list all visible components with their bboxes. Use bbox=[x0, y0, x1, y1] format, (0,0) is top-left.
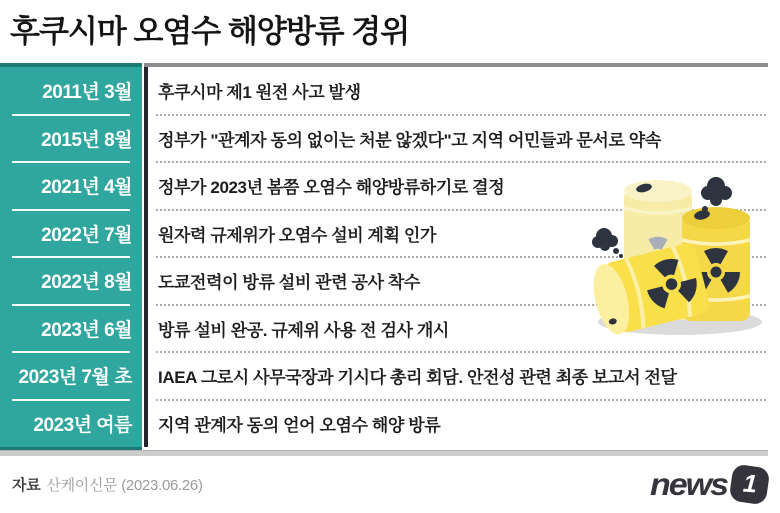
source-credit bbox=[12, 474, 203, 495]
timeline-event: 정부가 2023년 봄쯤 오염수 해양방류하기로 결정 bbox=[144, 162, 768, 210]
timeline-event: 후쿠시마 제1 원전 사고 발생 bbox=[144, 67, 768, 115]
news1-logo bbox=[650, 466, 768, 503]
radioactive-barrels-illustration bbox=[586, 160, 778, 356]
smoke-puff-icon bbox=[592, 228, 623, 258]
timeline-date: 2023년 6월 bbox=[0, 305, 142, 353]
timeline-date: 2023년 여름 bbox=[0, 400, 142, 448]
timeline-date: 2022년 7월 bbox=[0, 210, 142, 258]
timeline-row bbox=[0, 352, 768, 400]
news1-logo-text: news bbox=[649, 467, 727, 502]
timeline-date: 2022년 8월 bbox=[0, 257, 142, 305]
timeline-event: 원자력 규제위가 오염수 설비 계획 인가 bbox=[144, 210, 768, 258]
source-label: 자료 bbox=[12, 477, 41, 494]
timeline-event: 정부가 "관계자 동의 없이는 처분 않겠다"고 지역 어민들과 문서로 약속 bbox=[144, 115, 768, 163]
timeline-event: 지역 관계자 동의 얻어 오염수 해양 방류 bbox=[144, 400, 768, 448]
timeline-date: 2021년 4월 bbox=[0, 162, 142, 210]
footer bbox=[0, 456, 780, 513]
timeline-event: 방류 설비 완공. 규제위 사용 전 검사 개시 bbox=[144, 305, 768, 353]
timeline-row bbox=[0, 115, 768, 163]
timeline-row bbox=[0, 400, 768, 448]
news1-logo-badge bbox=[729, 464, 771, 506]
timeline-date: 2011년 3월 bbox=[0, 67, 142, 115]
timeline-date: 2023년 7월 초 bbox=[0, 352, 142, 400]
timeline-row bbox=[0, 67, 768, 115]
timeline-event: IAEA 그로시 사무국장과 기시다 총리 회담. 안전성 관련 최종 보고서 전달 bbox=[144, 352, 768, 400]
news1-logo-digit: 1 bbox=[741, 469, 758, 499]
timeline-date: 2015년 8월 bbox=[0, 115, 142, 163]
timeline-event: 도쿄전력이 방류 설비 관련 공사 착수 bbox=[144, 257, 768, 305]
source-value: 산케이신문 (2023.06.26) bbox=[46, 477, 203, 494]
page-title: 후쿠시마 오염수 해양방류 경위 bbox=[10, 14, 410, 49]
table-bottom-border-date-segment bbox=[0, 447, 142, 450]
